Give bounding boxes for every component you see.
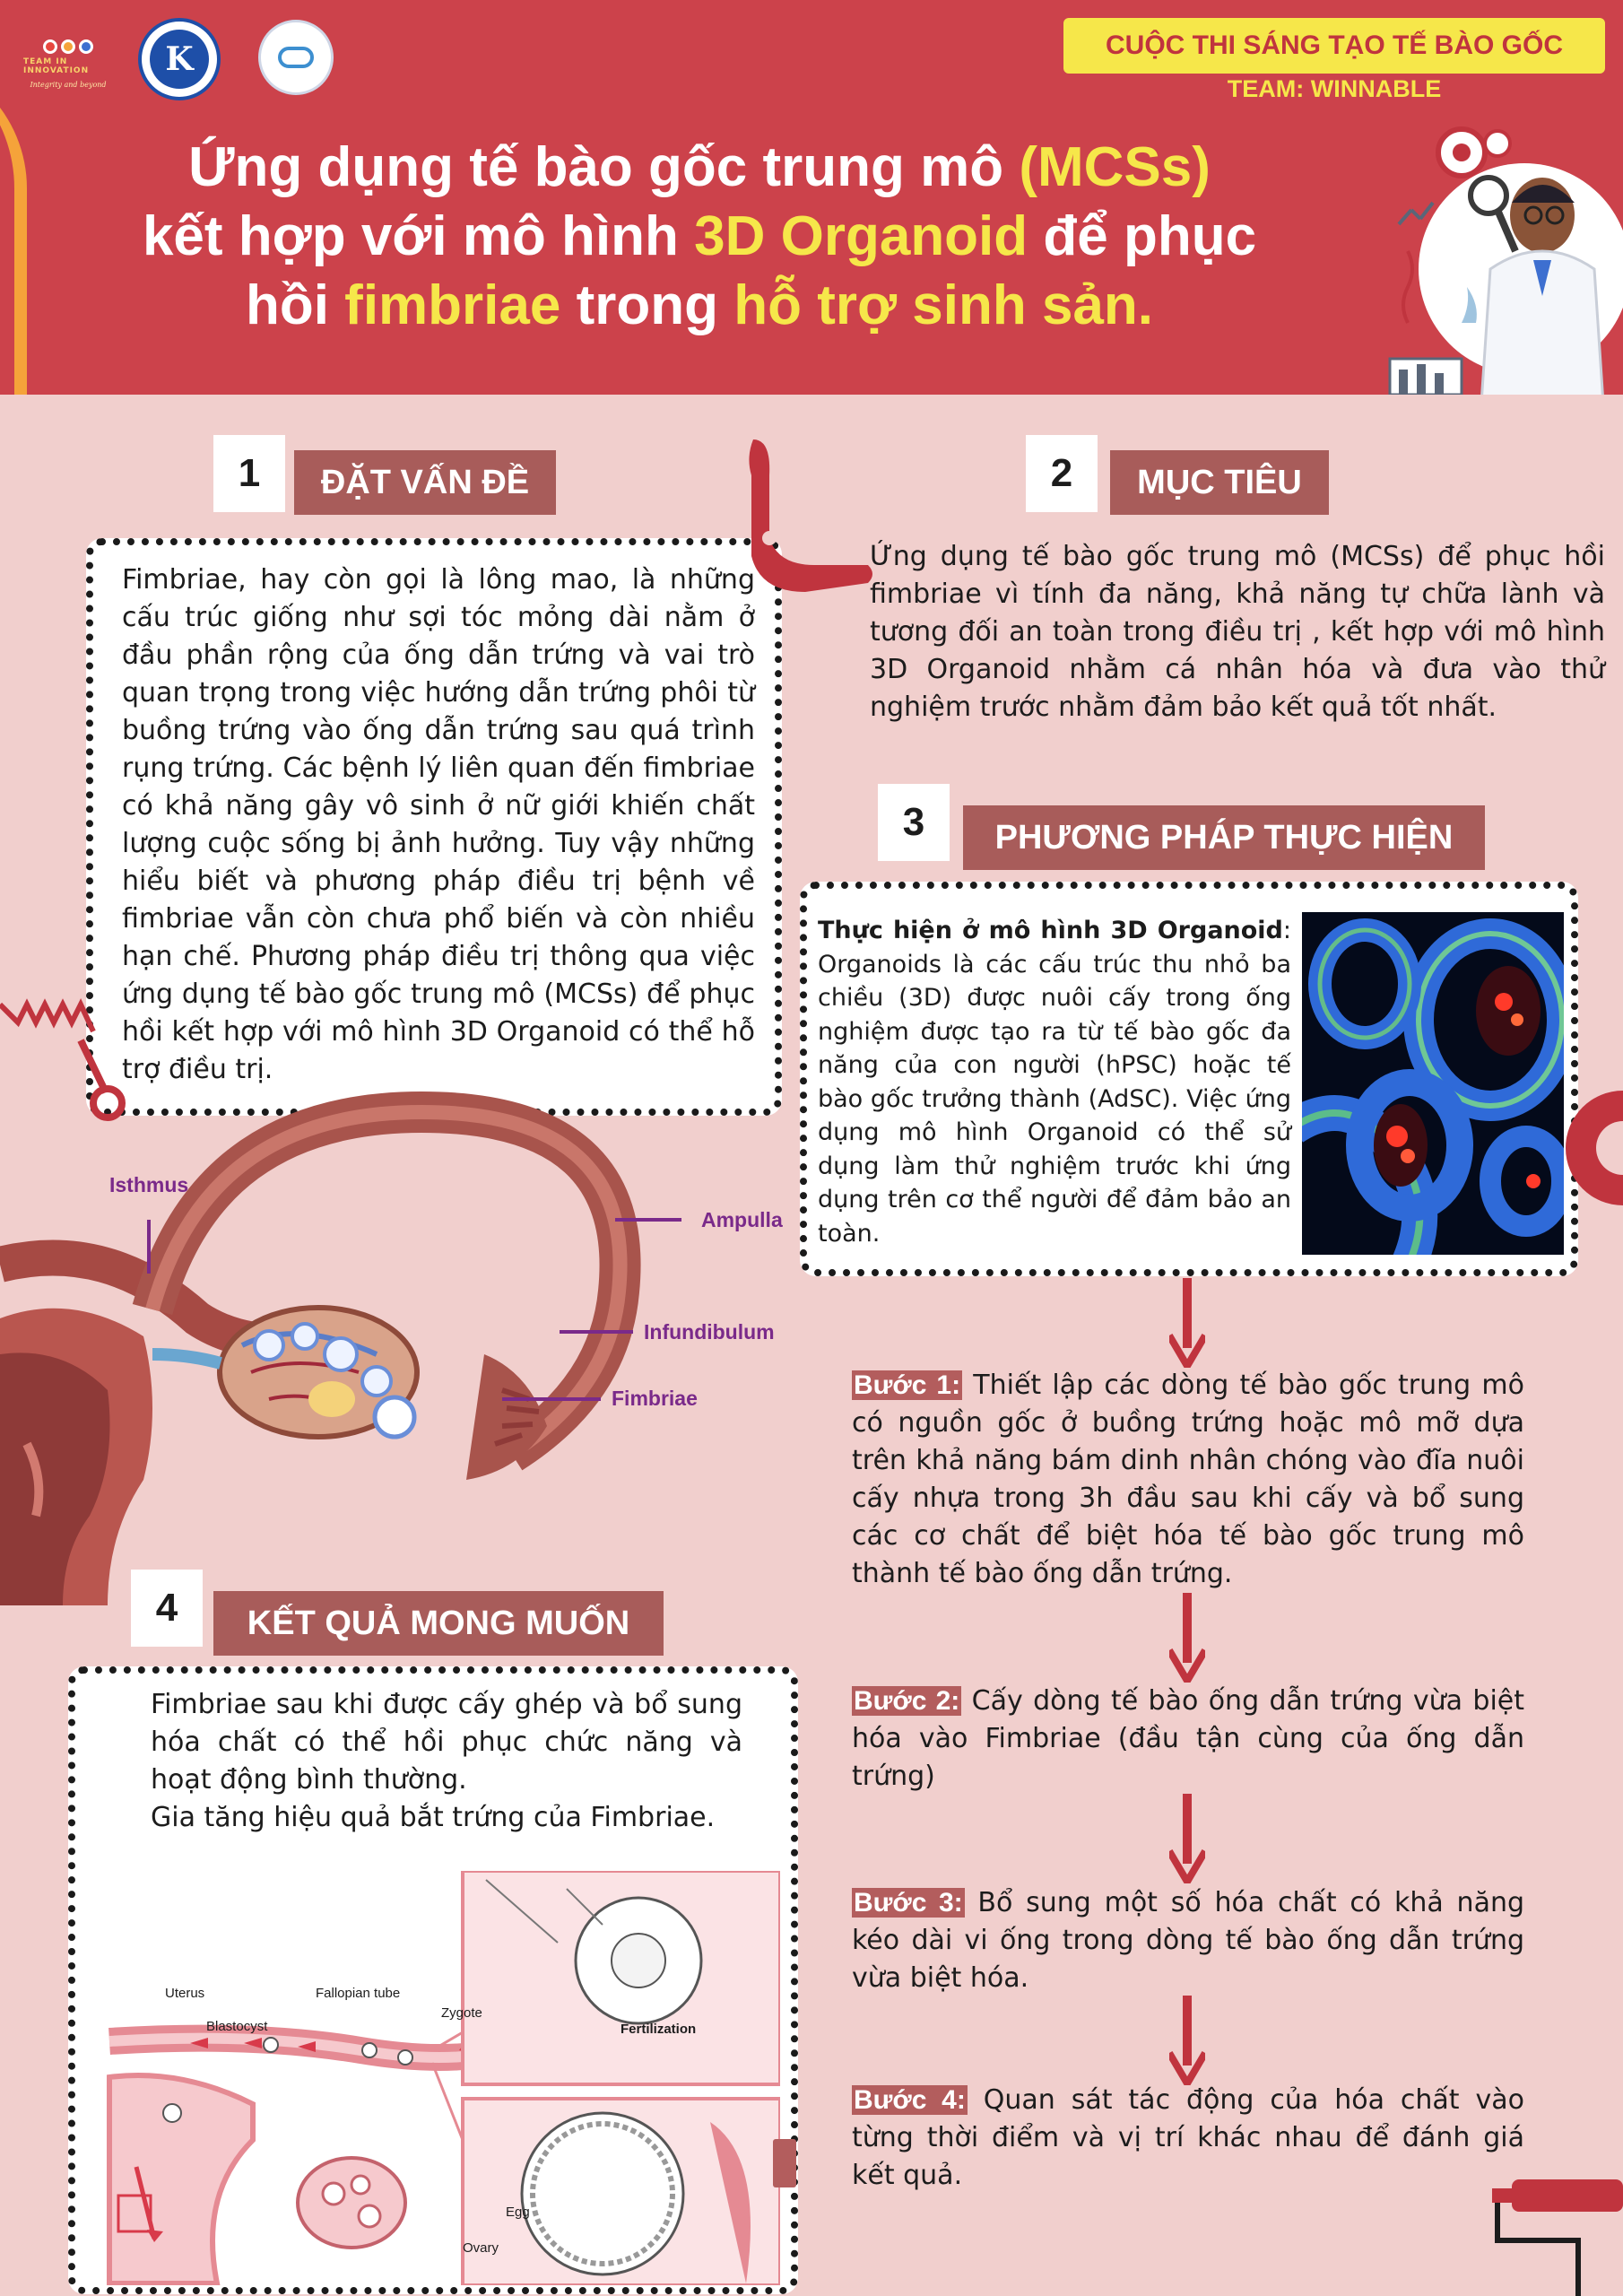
- decorative-clamp: [735, 430, 879, 592]
- section-4-title: KẾT QUẢ MONG MUỐN: [213, 1591, 664, 1656]
- decorative-tab: [773, 2139, 796, 2187]
- expected-results-text: Fimbriae sau khi được cấy ghép và bổ sung hóa chất có thể hồi phục chức năng và hoạt động bình thường. Gia tăng hiệu quả bắt trứng của Fimbriae.: [151, 1689, 742, 1833]
- expected-results-box: [68, 1666, 798, 2294]
- label-ampulla: Ampulla: [701, 1208, 783, 1231]
- section-1-number: 1: [213, 435, 285, 512]
- fallopian-anatomy-illustration: [0, 1085, 789, 1605]
- label-zygote: Zygote: [441, 2005, 482, 2021]
- faculty-logo: [258, 20, 334, 95]
- problem-statement-box: [86, 538, 782, 1116]
- label-infundibulum: Infundibulum: [644, 1320, 775, 1344]
- label-fimbriae: Fimbriae: [612, 1387, 698, 1410]
- decorative-arc: [0, 54, 27, 395]
- objective-text: Ứng dụng tế bào gốc trung mô (MCSs) để phục hồi fimbriae vì tính đa năng, khả năng tự chữa lành và tương đối an toàn trong điều trị , kết hợp với mô hình 3D Organoid nhằm cá nhân hóa và đưa vào thử nghiệm trước nhằm đảm bảo kết quả tốt nhất.: [870, 541, 1605, 723]
- label-ovary: Ovary: [463, 2240, 499, 2256]
- section-2-number: 2: [1026, 435, 1098, 512]
- section-3-number: 3: [878, 784, 950, 861]
- organoid-method-text: Thực hiện ở mô hình 3D Organoid: Organoids là các cấu trúc thu nhỏ ba chiều (3D) được nuôi cấy trong ống nghiệm được tạo ra từ tế bào gốc đa năng của con người (hPSC) hoặc tế bào gốc trưởng thành (AdSC). Việc ứng dụng mô hình Organoid có thể sử dụng làm thử nghiệm trước khi ứng dụng trên cơ thể người để đảm bảo an toàn.: [818, 917, 1291, 1248]
- organoid-microscopy-image: [1302, 912, 1564, 1255]
- step-3: Bước 3: Bổ sung một số hóa chất có khả năng kéo dài vi ống trong dòng tế bào ống dẫn trứng vừa biệt hóa.: [852, 1887, 1525, 1994]
- team-logo: TEAM IN INNOVATION Integrity and beyond: [23, 23, 113, 104]
- label-uterus: Uterus: [165, 1986, 205, 2001]
- label-fallopian-tube: Fallopian tube: [316, 1986, 401, 2001]
- section-1-title: ĐẶT VẤN ĐỀ: [294, 450, 556, 515]
- scientist-illustration: [1381, 117, 1623, 395]
- arrow-down-icon: [1169, 1593, 1205, 1683]
- arrow-down-icon: [1169, 1996, 1205, 2085]
- team-label: TEAM: WINNABLE: [1227, 75, 1442, 102]
- section-4-number: 4: [131, 1570, 203, 1647]
- arrow-down-icon: [1169, 1278, 1205, 1368]
- paint-roller-icon: [1485, 2170, 1623, 2296]
- header-banner: [0, 0, 1623, 395]
- arrow-down-icon: [1169, 1794, 1205, 1883]
- contest-badge: CUỘC THI SÁNG TẠO TẾ BÀO GỐC: [1063, 18, 1605, 74]
- problem-statement-text: Fimbriae, hay còn gọi là lông mao, là những cấu trúc giống như sợi tóc mỏng dài nằm ở đầu phần rộng của ống dẫn trứng và vai trò quan trọng trong việc hướng dẫn trứng phôi từ buồng trứng vào ống dẫn trứng sau quá trình rụng trứng. Các bệnh lý liên quan đến fimbriae có khả năng gây vô sinh ở nữ giới khiến chất lượng cuộc sống bị ảnh hưởng. Tuy vậy những hiểu biết và phương pháp điều trị bệnh về fimbriae vẫn còn chưa phổ biến và còn nhiều hạn chế. Phương pháp điều trị thông qua việc ứng dụng tế bào gốc trung mô (MCSs) để phục hồi kết hợp với mô hình 3D Organoid có thể hỗ trợ điều trị.: [122, 564, 755, 1085]
- poster-title: Ứng dụng tế bào gốc trung mô (MCSs) kết hợp với mô hình 3D Organoid để phục hồi fimbriae trong hỗ trợ sinh sản.: [142, 136, 1257, 336]
- step-2: Bước 2: Cấy dòng tế bào ống dẫn trứng vừa biệt hóa vào Fimbriae (đầu tận cùng của ống dẫn trứng): [852, 1685, 1524, 1792]
- label-isthmus: Isthmus: [109, 1173, 189, 1196]
- gear-icon: [1566, 1067, 1623, 1229]
- step-4: Bước 4: Quan sát tác động của hóa chất vào từng thời điểm và vị trí khác nhau để đánh giá kết quả.: [852, 2084, 1524, 2191]
- reproductive-system-diagram: [100, 1871, 780, 2285]
- section-3-title: PHƯƠNG PHÁP THỰC HIỆN: [963, 805, 1485, 870]
- label-fertilization: Fertilization: [621, 2022, 697, 2037]
- label-egg: Egg: [506, 2205, 530, 2220]
- label-blastocyst: Blastocyst: [206, 2019, 268, 2034]
- section-2-title: MỤC TIÊU: [1110, 450, 1329, 515]
- university-logo: K: [138, 18, 221, 100]
- organoid-method-box: [800, 882, 1578, 1276]
- step-1: Bước 1: Thiết lập các dòng tế bào gốc trung mô có nguồn gốc ở buồng trứng hoặc mô mỡ dựa trên khả năng bám dinh nhân chóng vào đĩa nuôi cấy nhựa trong 3h đầu sau khi cấy và bổ sung các cơ chất để biệt hóa tế bào gốc trung mô thành tế bào ống dẫn trứng.: [852, 1370, 1524, 1589]
